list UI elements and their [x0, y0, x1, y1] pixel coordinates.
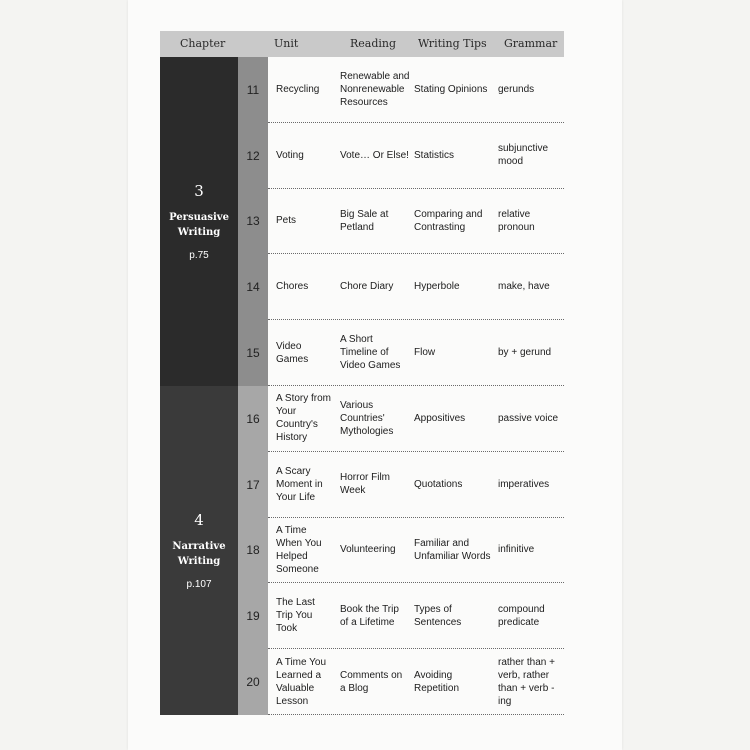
unit-name-cell [276, 57, 334, 122]
unit-name: Recycling [276, 83, 320, 95]
header-writing-tips: Writing Tips [418, 37, 487, 50]
reading-title-cell [340, 320, 410, 385]
unit-name-cell [276, 518, 334, 583]
table-row [268, 583, 564, 649]
reading-title-cell [340, 583, 410, 648]
grammar-point-cell [498, 320, 564, 385]
grammar-point: make, have [498, 281, 550, 293]
writing-tip: Stating Opinions [414, 83, 488, 95]
grammar-point-cell [498, 57, 564, 122]
table-row [268, 189, 564, 255]
reading-title: Vote… Or Else! [340, 149, 409, 161]
writing-tip: Statistics [414, 149, 455, 161]
unit-name: Chores [276, 281, 309, 293]
unit-name-cell [276, 649, 334, 714]
unit-name-cell [276, 320, 334, 385]
reading-title-cell [340, 123, 410, 188]
table-row [268, 649, 564, 715]
reading-title: A Short Timeline of Video Games [340, 334, 401, 372]
reading-title-cell [340, 57, 410, 122]
grammar-point-cell [498, 583, 564, 648]
unit-number: 15 [238, 320, 268, 386]
reading-title-cell [340, 452, 410, 517]
writing-tip-cell [414, 320, 498, 385]
writing-tip: Hyperbole [414, 281, 460, 293]
chapter-title: Narrative Writing [172, 541, 226, 567]
chapter-number: 3 [194, 182, 204, 200]
header-reading: Reading [350, 37, 397, 50]
reading-title: Various Countries' Mythologies [340, 399, 394, 437]
contents-table [160, 31, 564, 715]
writing-tip: Comparing and Contrasting [414, 208, 483, 233]
unit-number: 18 [238, 518, 268, 584]
unit-name-cell [276, 254, 334, 319]
writing-tip: Familiar and Unfamiliar Words [414, 537, 491, 562]
table-row [268, 386, 564, 452]
writing-tip-cell [414, 452, 498, 517]
writing-tip: Avoiding Repetition [414, 669, 460, 694]
grammar-point-cell [498, 123, 564, 188]
writing-tip-cell [414, 583, 498, 648]
unit-number: 19 [238, 583, 268, 649]
reading-title: Big Sale at Petland [340, 208, 389, 233]
grammar-point: passive voice [498, 412, 559, 424]
unit-name-cell [276, 123, 334, 188]
reading-title: Comments on a Blog [340, 669, 403, 694]
grammar-point: compound predicate [498, 603, 545, 628]
header-unit: Unit [274, 37, 299, 50]
reading-title-cell [340, 254, 410, 319]
chapter-block-4 [160, 386, 238, 715]
chapter-number: 4 [194, 511, 204, 529]
grammar-point-cell [498, 518, 564, 583]
unit-name: Pets [276, 215, 297, 227]
unit-name-cell [276, 452, 334, 517]
writing-tip: Quotations [414, 478, 463, 490]
grammar-point: relative pronoun [498, 208, 535, 233]
unit-name: Voting [276, 149, 304, 161]
reading-title: Horror Film Week [340, 472, 390, 497]
unit-name-cell [276, 386, 334, 451]
unit-name: A Story from Your Country's History [276, 393, 332, 444]
writing-tip-cell [414, 189, 498, 254]
reading-title: Chore Diary [340, 281, 394, 293]
writing-tip: Types of Sentences [414, 603, 462, 628]
chapter-page: p.75 [189, 250, 209, 261]
writing-tip-cell [414, 386, 498, 451]
reading-title-cell [340, 386, 410, 451]
table-header [160, 31, 564, 57]
grammar-point-cell [498, 452, 564, 517]
table-row [268, 57, 564, 123]
unit-name: Video Games [276, 340, 309, 365]
reading-title-cell [340, 649, 410, 714]
unit-number: 11 [238, 57, 268, 123]
chapter-title: Persuasive Writing [169, 212, 229, 238]
reading-title-cell [340, 518, 410, 583]
unit-name: A Time You Learned a Valuable Lesson [276, 656, 327, 707]
unit-name: A Time When You Helped Someone [276, 524, 322, 575]
writing-tip-cell [414, 123, 498, 188]
unit-number: 17 [238, 452, 268, 518]
writing-tip: Appositives [414, 412, 466, 424]
writing-tip-cell [414, 57, 498, 122]
table-row [268, 452, 564, 518]
unit-number: 16 [238, 386, 268, 452]
grammar-point-cell [498, 386, 564, 451]
reading-title: Volunteering [340, 544, 396, 556]
unit-name: The Last Trip You Took [276, 597, 315, 635]
table-row [268, 518, 564, 584]
header-chapter: Chapter [180, 37, 226, 50]
header-grammar: Grammar [504, 37, 558, 50]
grammar-point: subjunctive mood [498, 143, 549, 168]
writing-tip: Flow [414, 347, 436, 359]
writing-tip-cell [414, 518, 498, 583]
grammar-point-cell [498, 189, 564, 254]
unit-number: 12 [238, 123, 268, 189]
reading-title: Book the Trip of a Lifetime [340, 603, 399, 628]
unit-number: 14 [238, 254, 268, 320]
reading-title-cell [340, 189, 410, 254]
grammar-point: rather than + verb, rather than + verb -ing [498, 656, 555, 707]
table-row [268, 123, 564, 189]
grammar-point: infinitive [498, 544, 535, 556]
table-row [268, 254, 564, 320]
table-row [268, 320, 564, 386]
chapter-block-3 [160, 57, 238, 386]
grammar-point-cell [498, 254, 564, 319]
unit-name-cell [276, 583, 334, 648]
chapter-page: p.107 [186, 579, 212, 590]
unit-name: A Scary Moment in Your Life [276, 465, 323, 503]
grammar-point: imperatives [498, 478, 550, 490]
grammar-point: by + gerund [498, 347, 552, 359]
unit-name-cell [276, 189, 334, 254]
writing-tip-cell [414, 649, 498, 714]
unit-number: 13 [238, 189, 268, 255]
grammar-point: gerunds [498, 83, 535, 95]
writing-tip-cell [414, 254, 498, 319]
grammar-point-cell [498, 649, 564, 714]
unit-number: 20 [238, 649, 268, 715]
reading-title: Renewable and Nonrenewable Resources [340, 70, 410, 108]
